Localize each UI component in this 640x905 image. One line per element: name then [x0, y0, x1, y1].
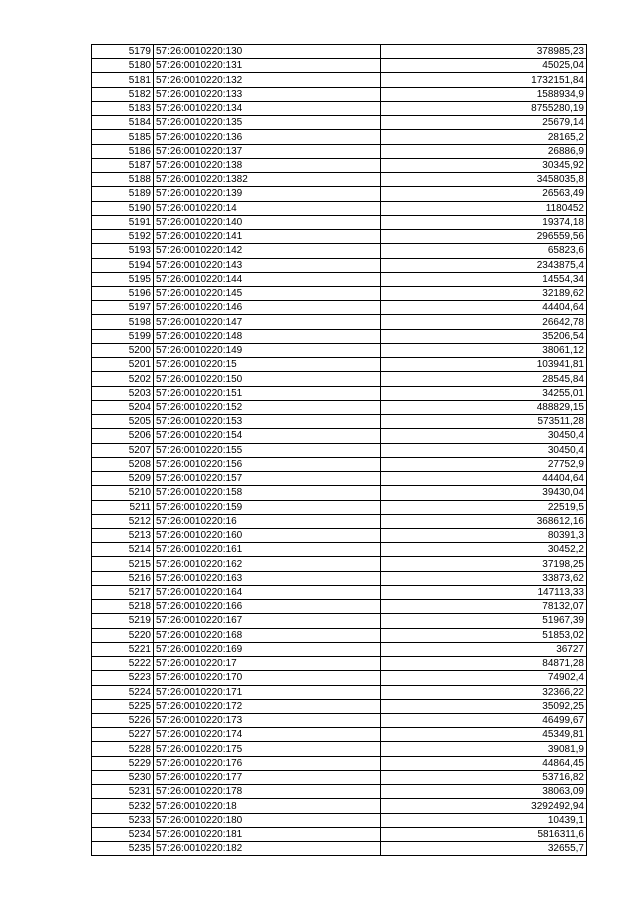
cadastral-number-cell: 57:26:0010220:166 [154, 600, 381, 614]
table-row [92, 343, 587, 357]
cadastral-number-cell: 57:26:0010220:147 [154, 315, 381, 329]
cadastral-number-cell: 57:26:0010220:152 [154, 400, 381, 414]
value-cell: 39430,04 [381, 486, 587, 500]
value-cell: 3458035,8 [381, 173, 587, 187]
value-cell: 53716,82 [381, 770, 587, 784]
row-number-cell: 5202 [92, 372, 154, 386]
value-cell: 28165,2 [381, 130, 587, 144]
value-cell: 296559,56 [381, 230, 587, 244]
cadastral-number-cell: 57:26:0010220:164 [154, 585, 381, 599]
table-row [92, 500, 587, 514]
table-row [92, 230, 587, 244]
cadastral-number-cell: 57:26:0010220:15 [154, 358, 381, 372]
value-cell: 368612,16 [381, 514, 587, 528]
value-cell: 573511,28 [381, 415, 587, 429]
table-row [92, 443, 587, 457]
row-number-cell: 5179 [92, 45, 154, 59]
value-cell: 27752,9 [381, 457, 587, 471]
cadastral-number-cell: 57:26:0010220:172 [154, 699, 381, 713]
row-number-cell: 5213 [92, 528, 154, 542]
value-cell: 34255,01 [381, 386, 587, 400]
table-row [92, 714, 587, 728]
table-row [92, 87, 587, 101]
cadastral-number-cell: 57:26:0010220:131 [154, 59, 381, 73]
table-row [92, 472, 587, 486]
table-row [92, 158, 587, 172]
value-cell: 22519,5 [381, 500, 587, 514]
row-number-cell: 5222 [92, 657, 154, 671]
table-row [92, 457, 587, 471]
cadastral-number-cell: 57:26:0010220:168 [154, 628, 381, 642]
cadastral-number-cell: 57:26:0010220:160 [154, 528, 381, 542]
cadastral-number-cell: 57:26:0010220:176 [154, 756, 381, 770]
cadastral-number-cell: 57:26:0010220:153 [154, 415, 381, 429]
value-cell: 30450,4 [381, 429, 587, 443]
row-number-cell: 5190 [92, 201, 154, 215]
table-row [92, 272, 587, 286]
row-number-cell: 5229 [92, 756, 154, 770]
value-cell: 45349,81 [381, 728, 587, 742]
value-cell: 19374,18 [381, 215, 587, 229]
value-cell: 25679,14 [381, 116, 587, 130]
table-row [92, 372, 587, 386]
value-cell: 1588934,9 [381, 87, 587, 101]
cadastral-number-cell: 57:26:0010220:16 [154, 514, 381, 528]
table-row [92, 557, 587, 571]
row-number-cell: 5188 [92, 173, 154, 187]
row-number-cell: 5231 [92, 785, 154, 799]
row-number-cell: 5235 [92, 842, 154, 856]
table-row [92, 286, 587, 300]
cadastral-number-cell: 57:26:0010220:17 [154, 657, 381, 671]
cadastral-number-cell: 57:26:0010220:169 [154, 642, 381, 656]
table-row [92, 514, 587, 528]
row-number-cell: 5197 [92, 301, 154, 315]
row-number-cell: 5207 [92, 443, 154, 457]
value-cell: 44864,45 [381, 756, 587, 770]
table-row [92, 571, 587, 585]
table-row [92, 799, 587, 813]
row-number-cell: 5201 [92, 358, 154, 372]
table-row [92, 358, 587, 372]
value-cell: 46499,67 [381, 714, 587, 728]
cadastral-number-cell: 57:26:0010220:137 [154, 144, 381, 158]
row-number-cell: 5209 [92, 472, 154, 486]
cadastral-number-cell: 57:26:0010220:136 [154, 130, 381, 144]
value-cell: 1180452 [381, 201, 587, 215]
table-row [92, 600, 587, 614]
row-number-cell: 5217 [92, 585, 154, 599]
value-cell: 78132,07 [381, 600, 587, 614]
row-number-cell: 5186 [92, 144, 154, 158]
table-row [92, 173, 587, 187]
table-row [92, 614, 587, 628]
value-cell: 103941,81 [381, 358, 587, 372]
value-cell: 44404,64 [381, 301, 587, 315]
cadastral-number-cell: 57:26:0010220:139 [154, 187, 381, 201]
table-row [92, 813, 587, 827]
table-body [92, 45, 587, 856]
cadastral-number-cell: 57:26:0010220:154 [154, 429, 381, 443]
row-number-cell: 5183 [92, 101, 154, 115]
cadastral-number-cell: 57:26:0010220:175 [154, 742, 381, 756]
table-row [92, 215, 587, 229]
cadastral-number-cell: 57:26:0010220:157 [154, 472, 381, 486]
row-number-cell: 5184 [92, 116, 154, 130]
row-number-cell: 5215 [92, 557, 154, 571]
value-cell: 28545,84 [381, 372, 587, 386]
table-row [92, 59, 587, 73]
row-number-cell: 5221 [92, 642, 154, 656]
row-number-cell: 5189 [92, 187, 154, 201]
row-number-cell: 5219 [92, 614, 154, 628]
cadastral-number-cell: 57:26:0010220:134 [154, 101, 381, 115]
table-row [92, 528, 587, 542]
row-number-cell: 5195 [92, 272, 154, 286]
table-row [92, 244, 587, 258]
value-cell: 35092,25 [381, 699, 587, 713]
value-cell: 147113,33 [381, 585, 587, 599]
value-cell: 44404,64 [381, 472, 587, 486]
row-number-cell: 5204 [92, 400, 154, 414]
table-row [92, 415, 587, 429]
value-cell: 26886,9 [381, 144, 587, 158]
cadastral-number-cell: 57:26:0010220:158 [154, 486, 381, 500]
table-row [92, 101, 587, 115]
cadastral-number-cell: 57:26:0010220:177 [154, 770, 381, 784]
row-number-cell: 5223 [92, 671, 154, 685]
table-row [92, 699, 587, 713]
value-cell: 30452,2 [381, 543, 587, 557]
data-table [91, 44, 587, 856]
row-number-cell: 5200 [92, 343, 154, 357]
row-number-cell: 5181 [92, 73, 154, 87]
cadastral-number-cell: 57:26:0010220:171 [154, 685, 381, 699]
cadastral-number-cell: 57:26:0010220:148 [154, 329, 381, 343]
cadastral-number-cell: 57:26:0010220:181 [154, 827, 381, 841]
table-row [92, 386, 587, 400]
cadastral-number-cell: 57:26:0010220:138 [154, 158, 381, 172]
table-row [92, 400, 587, 414]
cadastral-number-cell: 57:26:0010220:142 [154, 244, 381, 258]
value-cell: 38061,12 [381, 343, 587, 357]
value-cell: 39081,9 [381, 742, 587, 756]
value-cell: 80391,3 [381, 528, 587, 542]
cadastral-number-cell: 57:26:0010220:149 [154, 343, 381, 357]
cadastral-number-cell: 57:26:0010220:178 [154, 785, 381, 799]
cadastral-number-cell: 57:26:0010220:143 [154, 258, 381, 272]
cadastral-number-cell: 57:26:0010220:162 [154, 557, 381, 571]
table-row [92, 116, 587, 130]
table-row [92, 144, 587, 158]
table-row [92, 842, 587, 856]
cadastral-number-cell: 57:26:0010220:130 [154, 45, 381, 59]
table-row [92, 73, 587, 87]
value-cell: 32655,7 [381, 842, 587, 856]
table-row [92, 785, 587, 799]
cadastral-number-cell: 57:26:0010220:163 [154, 571, 381, 585]
table-row [92, 315, 587, 329]
row-number-cell: 5225 [92, 699, 154, 713]
value-cell: 36727 [381, 642, 587, 656]
row-number-cell: 5205 [92, 415, 154, 429]
cadastral-number-cell: 57:26:0010220:151 [154, 386, 381, 400]
table-row [92, 130, 587, 144]
row-number-cell: 5191 [92, 215, 154, 229]
row-number-cell: 5192 [92, 230, 154, 244]
row-number-cell: 5194 [92, 258, 154, 272]
row-number-cell: 5180 [92, 59, 154, 73]
row-number-cell: 5224 [92, 685, 154, 699]
table-row [92, 585, 587, 599]
value-cell: 26563,49 [381, 187, 587, 201]
value-cell: 488829,15 [381, 400, 587, 414]
table-row [92, 770, 587, 784]
row-number-cell: 5211 [92, 500, 154, 514]
table-row [92, 543, 587, 557]
cadastral-number-cell: 57:26:0010220:182 [154, 842, 381, 856]
cadastral-number-cell: 57:26:0010220:146 [154, 301, 381, 315]
value-cell: 32366,22 [381, 685, 587, 699]
cadastral-number-cell: 57:26:0010220:135 [154, 116, 381, 130]
row-number-cell: 5185 [92, 130, 154, 144]
row-number-cell: 5226 [92, 714, 154, 728]
row-number-cell: 5208 [92, 457, 154, 471]
cadastral-number-cell: 57:26:0010220:173 [154, 714, 381, 728]
row-number-cell: 5198 [92, 315, 154, 329]
cadastral-number-cell: 57:26:0010220:159 [154, 500, 381, 514]
row-number-cell: 5199 [92, 329, 154, 343]
table-row [92, 642, 587, 656]
row-number-cell: 5232 [92, 799, 154, 813]
row-number-cell: 5230 [92, 770, 154, 784]
value-cell: 38063,09 [381, 785, 587, 799]
table-row [92, 728, 587, 742]
cadastral-number-cell: 57:26:0010220:150 [154, 372, 381, 386]
value-cell: 30450,4 [381, 443, 587, 457]
row-number-cell: 5218 [92, 600, 154, 614]
value-cell: 2343875,4 [381, 258, 587, 272]
value-cell: 51967,39 [381, 614, 587, 628]
cadastral-number-cell: 57:26:0010220:156 [154, 457, 381, 471]
table-row [92, 671, 587, 685]
cadastral-number-cell: 57:26:0010220:140 [154, 215, 381, 229]
cadastral-number-cell: 57:26:0010220:167 [154, 614, 381, 628]
table-row [92, 45, 587, 59]
value-cell: 14554,34 [381, 272, 587, 286]
row-number-cell: 5182 [92, 87, 154, 101]
table-row [92, 756, 587, 770]
row-number-cell: 5216 [92, 571, 154, 585]
value-cell: 10439,1 [381, 813, 587, 827]
table-row [92, 187, 587, 201]
value-cell: 84871,28 [381, 657, 587, 671]
value-cell: 26642,78 [381, 315, 587, 329]
cadastral-number-cell: 57:26:0010220:132 [154, 73, 381, 87]
cadastral-number-cell: 57:26:0010220:155 [154, 443, 381, 457]
cadastral-number-cell: 57:26:0010220:14 [154, 201, 381, 215]
row-number-cell: 5220 [92, 628, 154, 642]
cadastral-number-cell: 57:26:0010220:180 [154, 813, 381, 827]
row-number-cell: 5234 [92, 827, 154, 841]
row-number-cell: 5210 [92, 486, 154, 500]
cadastral-number-cell: 57:26:0010220:170 [154, 671, 381, 685]
value-cell: 1732151,84 [381, 73, 587, 87]
value-cell: 30345,92 [381, 158, 587, 172]
table-row [92, 201, 587, 215]
row-number-cell: 5187 [92, 158, 154, 172]
row-number-cell: 5214 [92, 543, 154, 557]
value-cell: 33873,62 [381, 571, 587, 585]
row-number-cell: 5196 [92, 286, 154, 300]
row-number-cell: 5203 [92, 386, 154, 400]
value-cell: 5816311,6 [381, 827, 587, 841]
value-cell: 32189,62 [381, 286, 587, 300]
row-number-cell: 5228 [92, 742, 154, 756]
cadastral-number-cell: 57:26:0010220:133 [154, 87, 381, 101]
table-row [92, 742, 587, 756]
value-cell: 8755280,19 [381, 101, 587, 115]
value-cell: 35206,54 [381, 329, 587, 343]
value-cell: 3292492,94 [381, 799, 587, 813]
cadastral-number-cell: 57:26:0010220:145 [154, 286, 381, 300]
value-cell: 74902,4 [381, 671, 587, 685]
table-row [92, 628, 587, 642]
row-number-cell: 5212 [92, 514, 154, 528]
table-row [92, 429, 587, 443]
table-row [92, 827, 587, 841]
row-number-cell: 5206 [92, 429, 154, 443]
cadastral-number-cell: 57:26:0010220:144 [154, 272, 381, 286]
value-cell: 51853,02 [381, 628, 587, 642]
cadastral-number-cell: 57:26:0010220:141 [154, 230, 381, 244]
value-cell: 378985,23 [381, 45, 587, 59]
cadastral-number-cell: 57:26:0010220:1382 [154, 173, 381, 187]
table-row [92, 657, 587, 671]
table-row [92, 486, 587, 500]
table-row [92, 258, 587, 272]
value-cell: 65823,6 [381, 244, 587, 258]
value-cell: 37198,25 [381, 557, 587, 571]
row-number-cell: 5233 [92, 813, 154, 827]
row-number-cell: 5227 [92, 728, 154, 742]
value-cell: 45025,04 [381, 59, 587, 73]
cadastral-number-cell: 57:26:0010220:174 [154, 728, 381, 742]
table-row [92, 301, 587, 315]
cadastral-number-cell: 57:26:0010220:161 [154, 543, 381, 557]
row-number-cell: 5193 [92, 244, 154, 258]
table-row [92, 329, 587, 343]
cadastral-number-cell: 57:26:0010220:18 [154, 799, 381, 813]
table-row [92, 685, 587, 699]
